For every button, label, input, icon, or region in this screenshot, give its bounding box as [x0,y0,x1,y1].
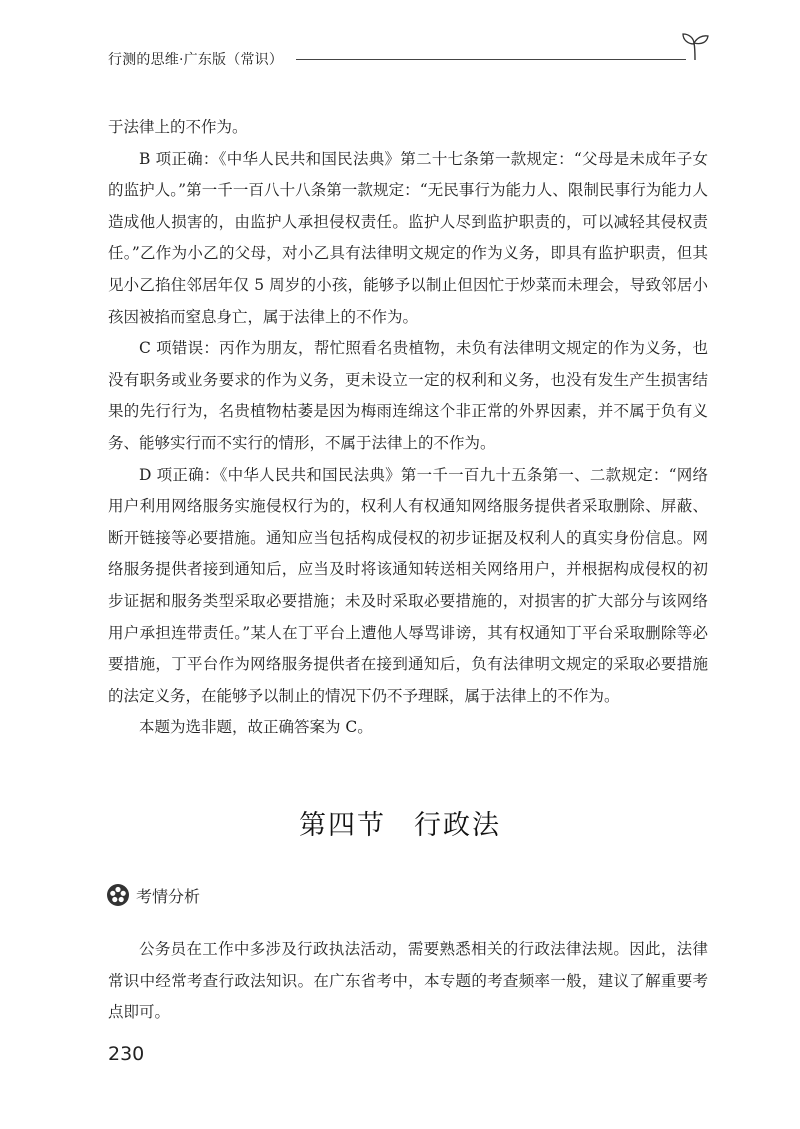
explanation-body [108,112,708,744]
running-header-title: 行测的思维·广东版（常识） [108,52,284,68]
page-number: 230 [108,1043,145,1065]
paragraph-continuation: 于法律上的不作为。 [108,118,248,136]
paragraph-option-d: D 项正确：《中华人民共和国民法典》第一千一百九十五条第一、二款规定：“网络用户利用网络服务实施侵权行为的，权利人有权通知网络服务提供者采取删除、屏蔽、断开链接等必要措施。通知应当包括构成侵权的初步证据及权利人的真实身份信息。网络服务提供者接到通知后，应当及时将该通知转送相关网络用户，并根据构成侵权的初步证据和服务类型采取必要措施；未及时采取必要措施的，对损害的扩大部分与该网络用户承担连带责任。”某人在丁平台上遭他人辱骂诽谤，其有权通知丁平台采取删除等必要措施，丁平台作为网络服务提供者在接到通知后，负有法律明文规定的采取必要措施的法定义务，在能够予以制止的情况下仍不予理睬，属于法律上的不作为。 [108,465,708,705]
section-name: 行政法 [414,810,501,841]
subsection-body [108,934,708,1029]
paragraph-option-b: B 项正确：《中华人民共和国民法典》第二十七条第一款规定：“父母是未成年子女的监护人。”第一千一百八十八条第一款规定：“无民事行为能力人、限制民事行为能力人造成他人损害的，由监护人承担侵权责任。监护人尽到监护职责的，可以减轻其侵权责任。”乙作为小乙的父母，对小乙具有法律明文规定的作为义务，即具有监护职责，但其见小乙掐住邻居年仅 5 周岁的小孩，能够予以制止但因忙于炒菜而未理会，导致邻居小孩因被掐而窒息身亡，属于法律上的不作为。 [108,149,708,326]
header-rule [296,59,686,60]
sprout-icon [678,28,712,62]
paragraph-exam-analysis: 公务员在工作中多涉及行政执法活动，需要熟悉相关的行政法律法规。因此，法律常识中经常考查行政法知识。在广东省考中，本专题的考查频率一般，建议了解重要考点即可。 [108,940,708,1022]
paragraph-option-c: C 项错误：丙作为朋友，帮忙照看名贵植物，未负有法律明文规定的作为义务，也没有职务或业务要求的作为义务，更未设立一定的权利和义务，也没有发生产生损害结果的先行行为，名贵植物枯萎是因为梅雨连绵这个非正常的外界因素，并不属于负有义务、能够实行而不实行的情形，不属于法律上的不作为。 [108,339,708,452]
section-title [0,803,800,842]
paragraph-answer: 本题为选非题，故正确答案为 C。 [139,718,373,737]
flower-badge-icon [106,883,130,907]
section-number: 第四节 [299,810,386,841]
subsection-label: 考情分析 [136,887,201,906]
running-header [108,46,708,76]
